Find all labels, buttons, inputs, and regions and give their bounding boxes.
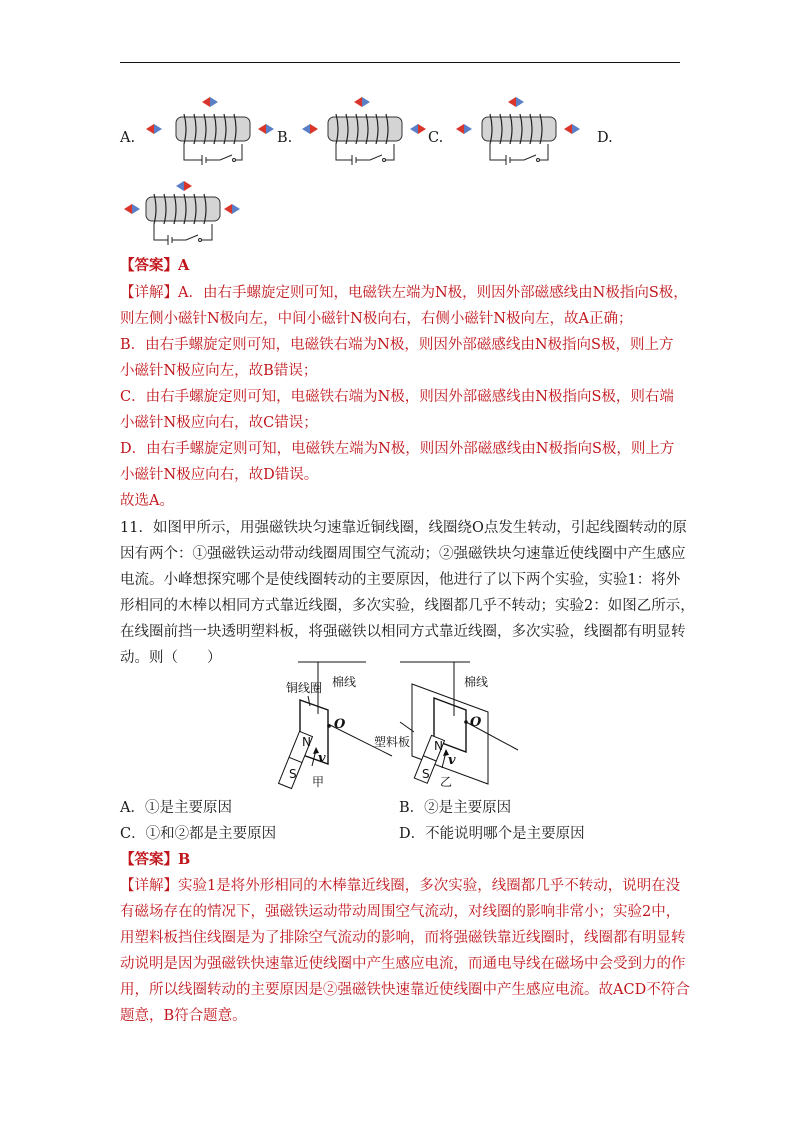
q10-answer: 【答案】A <box>120 257 190 274</box>
q11-option-c: C．①和②都是主要原因 <box>120 826 277 842</box>
compass-needle-left <box>124 204 140 214</box>
figure-jia <box>279 662 392 789</box>
q10-explanation-line: B．由右手螺旋定则可知，电磁铁右端为N极，则因外部磁感线由N极指向S极，则上方 <box>120 337 674 353</box>
q10-figure-d <box>120 176 260 256</box>
q10-explanation-line: 小磁针N极应向右，故D错误。 <box>120 467 319 483</box>
q10-option-a-label: A. <box>120 130 136 146</box>
compass-needle-left <box>456 124 472 134</box>
compass-needle-right <box>258 124 274 134</box>
q10-explanation-line: 【详解】A．由右手螺旋定则可知，电磁铁左端为N极，则因外部磁感线由N极指向S极， <box>120 285 688 301</box>
solenoid <box>146 194 220 224</box>
compass-needle-left <box>302 124 318 134</box>
circuit <box>336 144 394 165</box>
q11-text-line: 动。则（ ） <box>120 650 222 666</box>
q10-figure-c <box>450 92 590 172</box>
q11-explanation-line: 题意，B符合题意。 <box>120 1008 247 1024</box>
magnet-s-label: S <box>289 767 297 781</box>
magnet-n-label: N <box>434 739 443 753</box>
q10-option-b-label: B. <box>277 130 293 146</box>
circuit <box>184 144 242 165</box>
compass-needle-right <box>224 204 240 214</box>
q10-explanation-line: 小磁针N极应向左，故B错误； <box>120 363 318 379</box>
velocity-label: v <box>318 751 326 766</box>
q10-conclusion: 故选A。 <box>120 493 174 509</box>
compass-needle-right <box>410 124 426 134</box>
q10-explanation-line: 小磁针N极应向右，故C错误； <box>120 415 318 431</box>
q11-explanation-line: 【详解】实验1是将外形相同的木棒靠近线圈，多次实验，线圈都几乎不转动，说明在没 <box>120 878 681 894</box>
q10-option-d-label: D. <box>597 130 613 146</box>
copper-coil-label: 铜线圈 <box>286 681 323 695</box>
plastic-board-label: 塑料板 <box>374 735 411 749</box>
solenoid <box>482 114 556 144</box>
point-o-label: O <box>470 715 482 730</box>
q11-text-line: 电流。小峰想探究哪个是使线圈转动的主要原因，他进行了以下两个实验，实验1：将外 <box>120 572 681 588</box>
compass-needle-top <box>176 181 192 191</box>
q11-option-d: D．不能说明哪个是主要原因 <box>399 826 585 842</box>
compass-needle-right <box>564 124 580 134</box>
compass-needle-top <box>354 97 370 107</box>
q11-text-line: 因有两个：①强磁铁运动带动线圈周围空气流动；②强磁铁块匀速靠近使线圈中产生感应 <box>120 546 686 562</box>
point-o-label: O <box>334 717 346 732</box>
q11-text-line: 形相同的木棒以相同方式靠近线圈，多次实验，线圈都几乎不转动；实验2：如图乙所示， <box>120 598 695 614</box>
q11-option-b: B．②是主要原因 <box>399 800 512 816</box>
q11-explanation-line: 动说明是因为强磁铁快速靠近使线圈中产生感应电流，而通电导线在磁场中会受到力的作 <box>120 956 686 972</box>
cotton-thread-label: 棉线 <box>332 675 357 689</box>
q11-answer: 【答案】B <box>120 851 191 868</box>
q11-explanation-line: 用，所以线圈转动的主要原因是②强磁铁快速靠近使线圈中产生感应电流。故ACD不符合 <box>120 982 690 998</box>
magnet-n-label: N <box>302 735 311 749</box>
q10-explanation-line: D．由右手螺旋定则可知，电磁铁左端为N极，则因外部磁感线由N极指向S极，则上方 <box>120 441 675 457</box>
compass-needle-left <box>146 124 162 134</box>
figure-caption-yi: 乙 <box>440 775 453 789</box>
q11-explanation-line: 有磁场存在的情况下，强磁铁运动带动周围空气流动，对线圈的影响非常小；实验2中， <box>120 904 681 920</box>
figure-yi <box>374 662 518 789</box>
circuit <box>490 144 548 165</box>
q11-text-line: 11．如图甲所示，用强磁铁块匀速靠近铜线圈，线圈绕O点发生转动，引起线圈转动的原 <box>120 520 687 536</box>
magnet-s-label: S <box>422 767 430 781</box>
velocity-label: v <box>448 753 456 768</box>
compass-needle-top <box>508 97 524 107</box>
solenoid <box>328 114 402 144</box>
q11-figure <box>262 654 542 790</box>
compass-needle-top <box>202 97 218 107</box>
q11-text-line: 在线圈前挡一块透明塑料板，将强磁铁以相同方式靠近线圈，多次实验，线圈都有明显转 <box>120 624 686 640</box>
q10-explanation-line: 则左侧小磁针N极向左，中间小磁针N极向右，右侧小磁针N极向左，故A正确； <box>120 311 633 327</box>
cotton-thread-label: 棉线 <box>464 675 489 689</box>
q10-explanation-line: C．由右手螺旋定则可知，电磁铁右端为N极，则因外部磁感线由N极指向S极，则右端 <box>120 389 674 405</box>
q10-option-c-label: C. <box>428 130 444 146</box>
header-rule <box>120 62 680 63</box>
q11-explanation-line: 用塑料板挡住线圈是为了排除空气流动的影响，而将强磁铁靠近线圈时，线圈都有明显转 <box>120 930 686 946</box>
q10-figure-b <box>296 92 436 172</box>
solenoid <box>176 114 250 144</box>
circuit <box>154 224 212 245</box>
figure-caption-jia: 甲 <box>312 775 325 789</box>
q10-figure-a <box>140 92 280 172</box>
q11-option-a: A．①是主要原因 <box>120 800 232 816</box>
